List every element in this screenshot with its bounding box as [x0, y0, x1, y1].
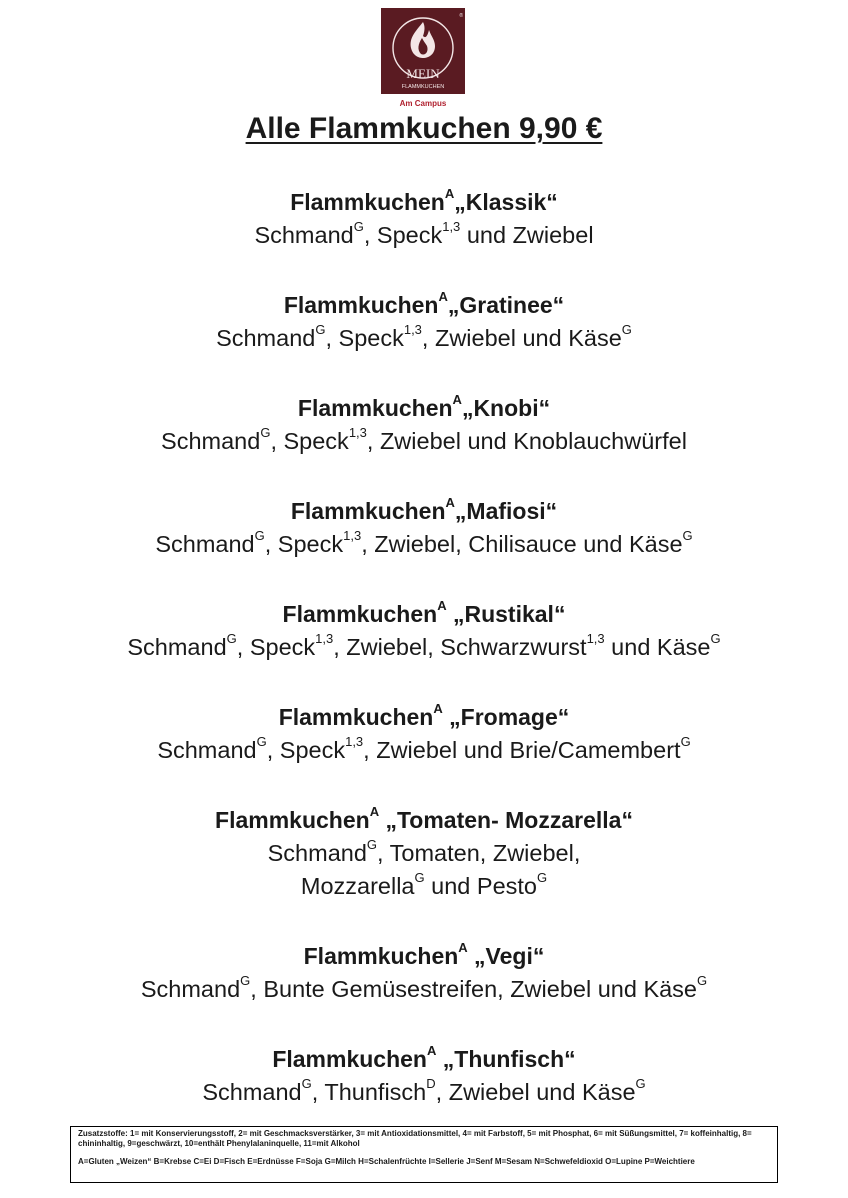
menu-item-name: [0, 940, 848, 973]
ingredient-code: 1,3: [315, 631, 334, 647]
additives-note: Zusatzstoffe: 1= mit Konservierungsstoff, 2= mit Geschmacksverstärker, 3= mit Antioxidationsmittel, 4= mit Farbstoff, 5= mit Phosphat, 6= mit Süßungsmittel, 7= koffeinhaltig, 8= chininhaltig, 9=geschwärzt, 10=enthält Phenylalaninquelle, 11=mit Alkohol: [78, 1129, 752, 1148]
ingredient-text: , Speck: [363, 222, 443, 248]
ingredient-code: G: [697, 973, 708, 989]
ingredient-code: G: [621, 322, 632, 338]
allergen-code: A: [445, 495, 455, 511]
ingredient-text: Schmand: [254, 222, 354, 248]
menu-list: [0, 186, 848, 1146]
logo-sub-label: Am Campus: [399, 99, 447, 108]
ingredient-text: Schmand: [155, 531, 255, 557]
ingredient-code: 1,3: [345, 734, 364, 750]
menu-item-name: [0, 1043, 848, 1076]
ingredient-text: , Speck: [264, 531, 344, 557]
ingredient-code: G: [240, 973, 251, 989]
ingredient-text: , Bunte Gemüsestreifen, Zwiebel und Käse: [250, 976, 698, 1002]
menu-item-name: [0, 289, 848, 322]
ingredient-text: , Speck: [325, 325, 404, 351]
ingredient-text: , Zwiebel und Brie/Camembert: [363, 737, 681, 763]
menu-item: [0, 392, 848, 458]
ingredient-code: G: [256, 734, 267, 750]
menu-item-ingredients: [0, 425, 848, 458]
item-name-text: Flammkuchen: [290, 189, 445, 215]
ingredient-text: Schmand: [127, 634, 227, 660]
ingredient-text: , Thunfisch: [311, 1079, 427, 1105]
item-variant-name: „Knobi“: [461, 395, 551, 421]
allergen-code: A: [458, 940, 468, 956]
item-name-text: Flammkuchen: [282, 601, 438, 627]
item-name-text: Flammkuchen: [278, 704, 434, 730]
item-name-text: Flammkuchen: [215, 807, 370, 833]
item-variant-name: „Mafiosi“: [454, 498, 558, 524]
flame-logo-icon: [381, 8, 465, 94]
item-variant-name: „Klassik“: [454, 189, 558, 215]
ingredient-text: Schmand: [216, 325, 316, 351]
ingredient-text: , Speck: [270, 428, 349, 454]
menu-item: [0, 186, 848, 252]
menu-item-name: [0, 701, 848, 734]
menu-item-ingredients: [0, 734, 848, 767]
ingredient-text: , Tomaten, Zwiebel,: [377, 840, 581, 866]
item-name-text: Flammkuchen: [290, 498, 446, 524]
allergen-code: A: [444, 186, 455, 202]
menu-item-ingredients: [0, 528, 848, 561]
ingredient-text: , Speck: [236, 634, 316, 660]
menu-item-ingredients: [0, 322, 848, 355]
ingredient-code: 1,3: [403, 322, 422, 338]
ingredient-text: Schmand: [161, 428, 261, 454]
menu-item: [0, 598, 848, 664]
ingredient-text: Schmand: [202, 1079, 302, 1105]
allergen-code: A: [426, 1043, 437, 1059]
menu-item-ingredients: [0, 837, 848, 870]
menu-item-ingredients: [0, 870, 848, 903]
ingredient-text: und Käse: [604, 634, 711, 660]
menu-item: [0, 289, 848, 355]
menu-item: [0, 940, 848, 1006]
ingredient-text: Schmand: [140, 976, 241, 1002]
menu-item-ingredients: [0, 973, 848, 1006]
item-variant-name: „Fromage“: [442, 704, 570, 730]
ingredient-code: G: [680, 734, 691, 750]
ingredient-text: Schmand: [157, 737, 257, 763]
page-title: Alle Flammkuchen 9,90 €: [245, 112, 603, 145]
ingredient-text: , Speck: [266, 737, 346, 763]
menu-item-ingredients: [0, 1076, 848, 1109]
svg-text:®: ®: [459, 13, 463, 19]
menu-item-name: [0, 804, 848, 837]
ingredient-code: 1,3: [343, 528, 362, 544]
ingredient-text: Schmand: [267, 840, 367, 866]
allergen-code: A: [433, 701, 443, 717]
item-variant-name: „Rustikal“: [446, 601, 566, 627]
ingredient-code: G: [682, 528, 693, 544]
ingredient-code: 1,3: [442, 219, 461, 235]
menu-item-name: [0, 186, 848, 219]
item-name-text: Flammkuchen: [303, 943, 459, 969]
menu-item: [0, 495, 848, 561]
item-variant-name: „Thunfisch“: [436, 1046, 576, 1072]
ingredient-text: , Zwiebel, Chilisauce und Käse: [361, 531, 683, 557]
ingredient-code: G: [260, 425, 271, 441]
menu-item: [0, 1043, 848, 1109]
item-variant-name: „Tomaten- Mozzarella“: [379, 807, 633, 833]
svg-text:MEIN: MEIN: [406, 66, 440, 81]
allergen-code: A: [369, 804, 380, 820]
ingredient-code: G: [254, 528, 265, 544]
menu-item-name: [0, 495, 848, 528]
allergens-note: A=Gluten „Weizen“ B=Krebse C=Ei D=Fisch E=Erdnüsse F=Soja G=Milch H=Schalenfrüchte I=Sellerie J=Senf M=Sesam N=Schwefeldioxid O=Lupine P=Weichtiere: [78, 1157, 695, 1166]
menu-item: [0, 804, 848, 903]
item-variant-name: „Gratinee“: [447, 292, 565, 318]
ingredient-code: G: [536, 870, 548, 886]
ingredient-code: G: [710, 631, 721, 647]
ingredient-code: G: [414, 870, 425, 886]
ingredient-code: G: [315, 322, 326, 338]
ingredient-code: 1,3: [348, 425, 367, 441]
ingredient-text: und Pesto: [424, 873, 537, 899]
menu-item-name: [0, 598, 848, 631]
allergen-footer: [70, 1126, 778, 1183]
ingredient-code: D: [426, 1076, 436, 1092]
ingredient-text: und Zwiebel: [460, 222, 594, 248]
allergen-code: A: [437, 598, 447, 614]
menu-item-ingredients: [0, 631, 848, 664]
item-name-text: Flammkuchen: [297, 395, 453, 421]
item-variant-name: „Vegi“: [467, 943, 545, 969]
menu-item-name: [0, 392, 848, 425]
ingredient-code: G: [635, 1076, 646, 1092]
ingredient-code: G: [226, 631, 237, 647]
ingredient-text: , Zwiebel und Knoblauchwürfel: [366, 428, 687, 454]
ingredient-code: G: [301, 1076, 312, 1092]
menu-item-ingredients: [0, 219, 848, 252]
allergen-code: A: [452, 392, 462, 408]
logo: [381, 8, 465, 94]
svg-text:FLAMMKUCHEN: FLAMMKUCHEN: [401, 84, 445, 90]
ingredient-code: 1,3: [586, 631, 605, 647]
ingredient-text: Mozzarella: [300, 873, 415, 899]
ingredient-text: , Zwiebel und Käse: [435, 1079, 636, 1105]
ingredient-text: , Zwiebel, Schwarzwurst: [333, 634, 587, 660]
item-name-text: Flammkuchen: [272, 1046, 427, 1072]
ingredient-code: G: [366, 837, 378, 853]
menu-item: [0, 701, 848, 767]
ingredient-code: G: [353, 219, 364, 235]
ingredient-text: , Zwiebel und Käse: [421, 325, 622, 351]
allergen-code: A: [438, 289, 448, 305]
item-name-text: Flammkuchen: [283, 292, 439, 318]
